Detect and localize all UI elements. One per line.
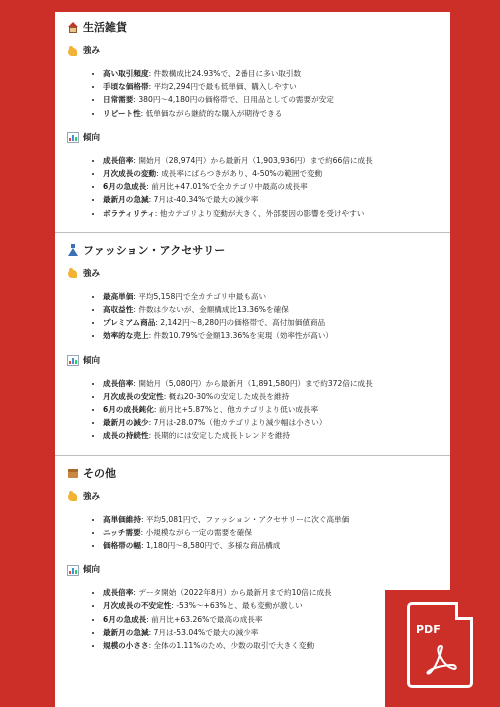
dress-icon bbox=[67, 244, 79, 256]
list-item: • 月次成長の安定性: 概ね20-30%の安定した成長を維持 bbox=[103, 390, 438, 403]
list-item: • 規模の小ささ: 全体の1.11%のため、少数の取引で大きく変動 bbox=[103, 639, 438, 652]
strengths-heading: 強み bbox=[67, 268, 438, 280]
list-item: • 最新月の急減: 7月は-53.04%で最大の減少率 bbox=[103, 626, 438, 639]
section-title-other: その他 bbox=[67, 466, 438, 481]
list-item: • 成長倍率: 開始月（5,080円）から最新月（1,891,580円）まで約372倍に成長 bbox=[103, 377, 438, 390]
house-icon bbox=[67, 22, 79, 34]
list-item: • プレミアム商品: 2,142円〜8,280円の価格帯で、高付加価値商品 bbox=[103, 316, 438, 329]
strengths-list bbox=[67, 67, 438, 120]
bar-chart-icon bbox=[67, 355, 79, 366]
pdf-file-icon bbox=[407, 602, 473, 688]
strengths-list bbox=[67, 290, 438, 343]
list-item: • 日常需要: 380円〜4,180円の価格帯で、日用品としての需要が安定 bbox=[103, 93, 438, 106]
list-item: • 手頃な価格帯: 平均2,294円で最も低単価、購入しやすい bbox=[103, 80, 438, 93]
list-item: • 月次成長の変動: 成長率にばらつきがあり、4-50%の範囲で変動 bbox=[103, 167, 438, 180]
list-item: • 最高単価: 平均5,158円で全カテゴリ中最も高い bbox=[103, 290, 438, 303]
list-item: • 最新月の急減: 7月は-40.34%で最大の減少率 bbox=[103, 193, 438, 206]
flexed-biceps-icon bbox=[67, 46, 79, 57]
list-item: • 成長倍率: 開始月（28,974円）から最新月（1,903,936円）まで約66倍に成長 bbox=[103, 154, 438, 167]
flexed-biceps-icon bbox=[67, 491, 79, 502]
trends-heading: 傾向 bbox=[67, 132, 438, 144]
list-item: • 高単価維持: 平均5,081円で、ファッション・アクセサリーに次ぐ高単価 bbox=[103, 513, 438, 526]
list-item: • 高収益性: 件数は少ないが、金額構成比13.36%を確保 bbox=[103, 303, 438, 316]
pdf-label: PDF bbox=[416, 623, 441, 636]
section-title-fashion: ファッション・アクセサリー bbox=[67, 243, 438, 258]
bar-chart-icon bbox=[67, 132, 79, 143]
trends-heading: 傾向 bbox=[67, 355, 438, 367]
list-item: • ボラティリティ: 他カテゴリより変動が大きく、外部要因の影響を受けやすい bbox=[103, 207, 438, 220]
section-divider bbox=[55, 455, 450, 456]
trends-list bbox=[67, 154, 438, 220]
flexed-biceps-icon bbox=[67, 268, 79, 279]
acrobat-icon bbox=[424, 643, 458, 675]
trends-list bbox=[67, 377, 438, 443]
strengths-heading: 強み bbox=[67, 45, 438, 57]
list-item: • 6月の成長鈍化: 前月比+5.87%と、他カテゴリより低い成長率 bbox=[103, 403, 438, 416]
bar-chart-icon bbox=[67, 565, 79, 576]
list-item: • 最新月の減少: 7月は-28.07%（他カテゴリより減少幅は小さい） bbox=[103, 416, 438, 429]
trends-list bbox=[67, 586, 438, 652]
list-item: • 成長の持続性: 長期的には安定した成長トレンドを維持 bbox=[103, 429, 438, 442]
list-item: • 6月の急成長: 前月比+63.26%で最高の成長率 bbox=[103, 613, 438, 626]
strengths-list bbox=[67, 513, 438, 553]
list-item: • 成長倍率: データ開始（2022年8月）から最新月まで約10倍に成長 bbox=[103, 586, 438, 599]
trends-heading: 傾向 bbox=[67, 564, 438, 576]
list-item: • 価格帯の幅: 1,180円〜8,580円で、多様な商品構成 bbox=[103, 539, 438, 552]
list-item: • 月次成長の不安定性: -53%〜+63%と、最も変動が激しい bbox=[103, 599, 438, 612]
list-item: • 高い取引頻度: 件数構成比24.93%で、2番目に多い取引数 bbox=[103, 67, 438, 80]
pdf-badge bbox=[385, 590, 500, 707]
package-icon bbox=[67, 467, 79, 479]
list-item: • ニッチ需要: 小規模ながら一定の需要を確保 bbox=[103, 526, 438, 539]
strengths-heading: 強み bbox=[67, 491, 438, 503]
section-title-household: 生活雑貨 bbox=[67, 20, 438, 35]
list-item: • 6月の急成長: 前月比+47.01%で全カテゴリ中最高の成長率 bbox=[103, 180, 438, 193]
section-divider bbox=[55, 232, 450, 233]
list-item: • 効率的な売上: 件数10.79%で金額13.36%を実現（効率性が高い） bbox=[103, 329, 438, 342]
list-item: • リピート性: 低単価ながら継続的な購入が期待できる bbox=[103, 107, 438, 120]
